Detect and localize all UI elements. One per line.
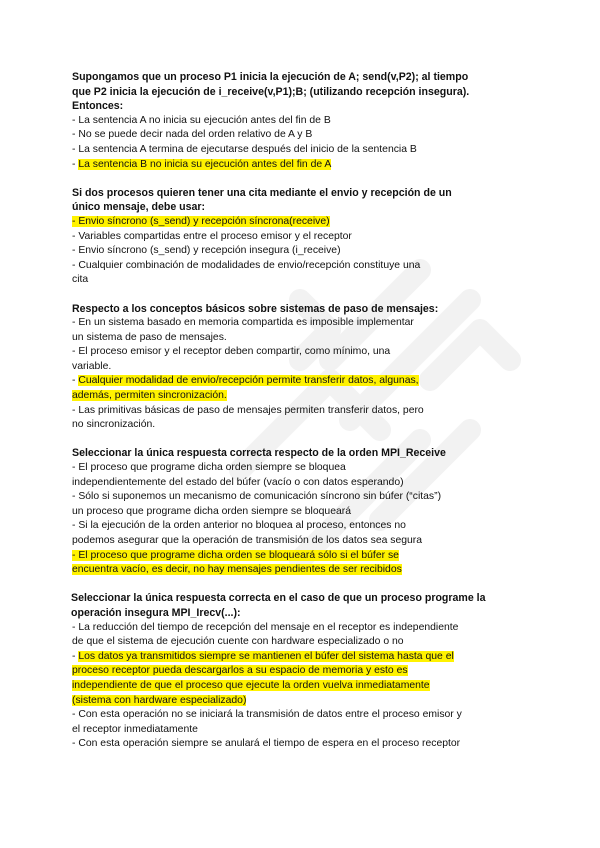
option-item-highlighted — [72, 650, 572, 708]
option-item: - El proceso emisor y el receptor deben compartir, como mínimo, una variable. — [72, 346, 391, 372]
option-item: - Sólo si suponemos un mecanismo de comunicación síncrono sin búfer (“citas”) un proceso que programe dicha orden siempre se bloqueará — [72, 491, 442, 517]
questions-list — [72, 70, 572, 766]
highlighted-answer: La sentencia B no inicia su ejecución antes del fin de A — [78, 158, 332, 170]
option-prefix: - — [72, 158, 79, 170]
option-item-highlighted — [72, 215, 572, 230]
option-item-highlighted — [72, 374, 572, 403]
highlighted-answer: Los datos ya transmitidos siempre se mantienen el búfer del sistema hasta que el proceso receptor pueda descargarlos a su espacio de memoria y esto es independiente de que el proceso que ejecute la orden vuelva inmediatamente (sistema con hardware especializado) — [72, 650, 454, 706]
question-2 — [72, 186, 572, 288]
option-item: - En un sistema basado en memoria compartida es imposible implementar un sistema de paso de mensajes. — [72, 317, 414, 343]
option-item: - Las primitivas básicas de paso de mensajes permiten transferir datos, pero no sincronización. — [72, 404, 424, 431]
option-item-highlighted — [72, 549, 572, 578]
question-title: Si dos procesos quieren tener una cita mediante el envio y recepción de un único mensaje, debe usar: — [72, 186, 452, 214]
option-prefix: - — [72, 375, 79, 387]
highlighted-answer: - El proceso que programe dicha orden se bloqueará sólo si el búfer se encuentra vacío, es decir, no hay mensajes pendientes de ser recibidos — [72, 549, 402, 576]
option-prefix: - — [72, 650, 79, 662]
option-item: - Variables compartidas entre el proceso emisor y el receptor — [72, 230, 352, 242]
option-item: - El proceso que programe dicha orden siempre se bloquea independientemente del estado del búfer (vacío o con datos esperando) — [72, 462, 404, 488]
option-item: - Con esta operación siempre se anulará el tiempo de espera en el proceso receptor — [72, 738, 461, 750]
highlighted-answer: - Envio síncrono (s_send) y recepción síncrona(receive) — [72, 215, 330, 227]
question-title: Respecto a los conceptos básicos sobre sistemas de paso de mensajes: — [72, 302, 439, 315]
question-title: Supongamos que un proceso P1 inicia la ejecución de A; send(v,P2); al tiempo que P2 inicia la ejecución de i_receive(v,P1);B; (utilizando recepción insegura). Entonces: — [72, 71, 470, 113]
question-5 — [72, 591, 572, 752]
option-item: - La reducción del tiempo de recepción del mensaje en el receptor es independiente de que el sistema de ejecución cuente con hardware especializado o no — [72, 621, 459, 648]
option-item-highlighted — [72, 158, 572, 173]
option-item: - La sentencia A no inicia su ejecución antes del fin de B — [72, 114, 331, 126]
option-item: - Con esta operación no se iniciará la transmisión de datos entre el proceso emisor y el receptor inmediatamente — [72, 709, 462, 735]
question-title: Seleccionar la única respuesta correcta en el caso de que un proceso programe la operación insegura MPI_Irecv(...): — [71, 592, 486, 619]
option-item: - Si la ejecución de la orden anterior no bloquea al proceso, entonces no podemos asegurar que la operación de transmisión de los datos sea segura — [72, 520, 423, 546]
question-3 — [72, 302, 572, 433]
question-4 — [72, 446, 572, 577]
question-title: Seleccionar la única respuesta correcta respecto de la orden MPI_Receive — [72, 447, 446, 460]
option-item: - La sentencia A termina de ejecutarse después del inicio de la sentencia B — [72, 143, 417, 155]
option-item: - No se puede decir nada del orden relativo de A y B — [72, 129, 313, 141]
option-item: - Cualquier combinación de modalidades de envio/recepción constituye una cita — [72, 259, 421, 286]
option-item: - Envio síncrono (s_send) y recepción insegura (i_receive) — [72, 245, 341, 257]
highlighted-answer: Cualquier modalidad de envio/recepción permite transferir datos, algunas, además, permiten sincronización. — [72, 375, 419, 402]
question-1 — [72, 70, 572, 172]
